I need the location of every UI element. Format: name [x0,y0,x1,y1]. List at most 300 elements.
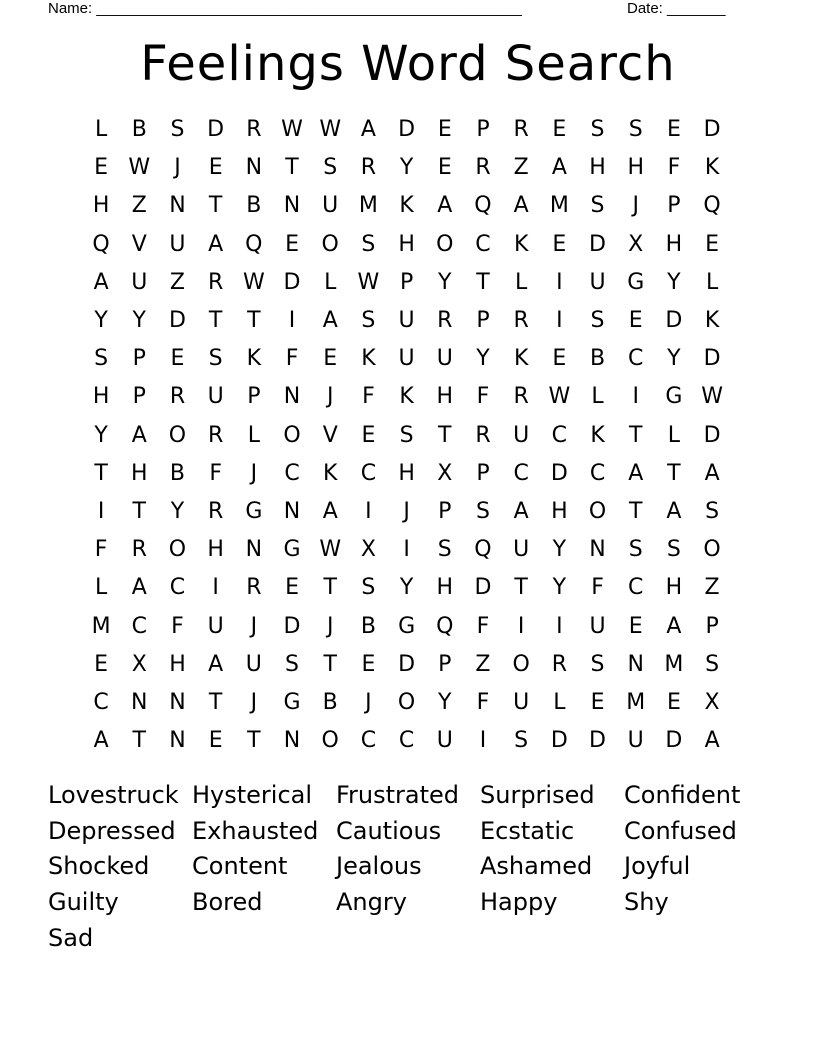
word-list-item: Cautious [336,816,442,845]
grid-letter: L [705,269,719,295]
grid-letter: X [131,651,147,677]
grid-letter: Q [436,613,454,639]
grid-letter: A [628,460,644,486]
grid-letter: H [207,537,224,563]
grid-letter: Y [476,346,490,372]
grid-letter: O [321,231,339,257]
word-list-item: Ashamed [480,852,593,881]
grid-letter: Z [475,651,491,677]
grid-letter: S [628,537,643,563]
grid-letter: D [398,651,416,677]
grid-letter: U [169,231,186,257]
grid-letter: G [627,269,645,295]
grid-letter: Q [474,537,492,563]
grid-letter: Y [552,537,567,563]
grid-letter: J [326,613,334,639]
grid-letter: D [283,269,301,295]
grid-letter: U [245,651,262,677]
grid-letter: R [513,384,529,410]
grid-letter: T [285,155,299,181]
grid-letter: G [245,498,263,524]
grid-letter: C [93,689,109,715]
grid-letter: F [476,613,490,639]
grid-letter: M [549,193,569,219]
grid-letter: Y [438,689,452,715]
grid-letter: H [92,193,110,219]
grid-letter: C [360,728,377,754]
grid-letter: N [245,537,263,563]
grid-letter: T [514,575,528,601]
grid-letter: D [665,728,683,754]
date-field [627,0,725,18]
grid-letter: F [591,575,604,601]
grid-letter: A [131,422,147,448]
grid-letter: R [246,575,262,601]
grid-letter: Q [474,193,492,219]
grid-letter: R [513,308,529,334]
grid-letter: X [437,460,453,486]
grid-letter: U [436,346,453,372]
grid-row [82,531,734,569]
grid-letter: D [398,117,416,143]
grid-letter: F [171,613,184,639]
grid-row [82,684,734,722]
grid-letter: U [513,689,530,715]
grid-letter: H [169,651,186,677]
grid-letter: E [323,346,338,372]
grid-letter: Y [170,498,185,524]
grid-letter: K [513,231,529,257]
grid-letter: E [94,155,109,181]
grid-letter: A [93,728,109,754]
grid-letter: B [169,460,186,486]
grid-letter: A [131,575,147,601]
grid-letter: C [551,422,568,448]
grid-letter: W [128,155,151,181]
grid-letter: L [247,422,260,448]
grid-letter: Y [552,575,567,601]
grid-letter: R [475,155,491,181]
grid-letter: K [323,460,338,486]
grid-letter: E [552,346,567,372]
grid-letter: C [169,575,186,601]
grid-letter: R [169,384,186,410]
grid-letter: S [590,193,605,219]
grid-row [82,226,734,264]
grid-letter: D [550,728,568,754]
grid-letter: B [589,346,606,372]
grid-letter: R [437,308,453,334]
grid-letter: A [704,460,720,486]
grid-letter: K [590,422,605,448]
grid-letter: F [285,346,299,372]
grid-letter: D [474,575,492,601]
grid-row [82,722,734,760]
grid-letter: E [94,651,109,677]
name-blank: ___________________________________________________ [96,0,522,17]
grid-letter: T [247,308,261,334]
word-list-item: Ecstatic [480,816,575,845]
word-list [48,778,768,956]
grid-letter: W [357,269,380,295]
grid-letter: I [365,498,372,524]
grid-letter: T [438,422,452,448]
grid-row [82,493,734,531]
grid-letter: A [322,498,338,524]
grid-letter: D [703,422,721,448]
grid-letter: R [208,269,224,295]
grid-letter: N [169,728,186,754]
grid-row [82,646,734,684]
grid-letter: E [628,308,643,334]
grid-letter: R [360,155,377,181]
word-list-item: Shocked [48,852,150,881]
grid-letter: P [705,613,719,639]
grid-letter: Y [94,308,108,334]
grid-row [82,340,734,378]
word-list-item: Surprised [480,781,595,809]
grid-letter: C [475,231,491,257]
grid-letter: S [475,498,490,524]
grid-letter: A [93,269,109,295]
grid-letter: E [552,231,567,257]
grid-letter: S [628,117,643,143]
grid-letter: E [552,117,567,143]
name-label: Name: [48,0,93,17]
grid-letter: L [94,575,108,601]
grid-letter: L [553,689,566,715]
grid-letter: E [208,155,223,181]
grid-letter: K [246,346,262,372]
grid-letter: A [208,651,224,677]
grid-letter: T [132,728,146,754]
grid-letter: S [514,728,529,754]
grid-letter: L [515,269,528,295]
grid-letter: E [285,231,299,257]
grid-letter: Y [132,308,146,334]
grid-letter: P [476,308,490,334]
grid-letter: S [361,575,376,601]
grid-letter: U [627,728,644,754]
grid-letter: G [283,689,301,715]
grid-letter: O [588,498,607,524]
grid-letter: S [94,346,109,372]
grid-row [82,569,734,607]
grid-letter: U [398,308,415,334]
grid-letter: I [556,613,563,639]
grid-letter: T [628,498,643,524]
grid-letter: Z [131,193,147,219]
grid-letter: U [322,193,339,219]
grid-letter: S [590,651,605,677]
grid-letter: L [324,269,337,295]
grid-row [82,187,734,225]
grid-letter: H [131,460,148,486]
grid-letter: M [91,613,111,639]
grid-letter: J [365,689,372,715]
grid-letter: P [438,498,452,524]
grid-letter: Y [94,422,108,448]
grid-letter: S [285,651,300,677]
grid-letter: E [208,728,223,754]
grid-letter: H [665,575,683,601]
grid-letter: O [283,422,301,448]
grid-letter: C [513,460,529,486]
grid-letter: T [208,689,223,715]
grid-letter: J [250,613,258,639]
grid-letter: L [667,422,681,448]
grid-letter: U [513,422,530,448]
word-list-item: Angry [336,888,407,917]
letter-grid [82,111,734,760]
grid-letter: F [476,689,490,715]
grid-letter: E [666,117,681,143]
grid-letter: E [590,689,605,715]
grid-letter: A [513,498,529,524]
word-list-item: Frustrated [336,781,460,809]
grid-letter: D [665,308,683,334]
grid-letter: S [208,346,223,372]
grid-letter: T [667,460,681,486]
grid-letter: E [666,689,681,715]
grid-letter: O [397,689,416,715]
word-list-item: Joyful [624,852,691,881]
grid-letter: T [208,193,223,219]
grid-letter: J [632,193,639,219]
grid-letter: D [703,346,721,372]
grid-letter: L [94,117,108,143]
grid-letter: Z [704,575,720,601]
word-list-item: Sad [48,923,94,952]
grid-letter: Y [667,346,681,372]
grid-letter: C [628,346,644,372]
grid-letter: S [361,231,376,257]
grid-letter: N [131,689,148,715]
grid-letter: P [476,117,490,143]
word-list-item: Guilty [48,888,119,917]
grid-letter: H [398,460,415,486]
grid-letter: S [399,422,414,448]
grid-letter: O [168,422,187,448]
grid-letter: R [551,651,567,677]
grid-letter: S [170,117,185,143]
grid-letter: R [131,537,147,563]
grid-row [82,302,734,340]
grid-letter: W [281,117,303,143]
grid-letter: H [627,155,644,181]
grid-letter: I [403,537,410,563]
grid-letter: Y [438,269,452,295]
grid-letter: H [436,384,454,410]
word-list-item: Exhausted [192,816,319,845]
grid-letter: U [131,269,148,295]
grid-letter: E [170,346,185,372]
grid-letter: C [131,613,147,639]
grid-letter: J [326,384,334,410]
grid-letter: N [589,537,606,563]
grid-letter: M [664,651,684,677]
grid-letter: T [323,575,337,601]
grid-letter: B [246,193,262,219]
grid-letter: G [665,384,683,410]
grid-letter: P [438,651,452,677]
grid-letter: C [628,575,644,601]
grid-letter: T [476,269,490,295]
grid-letter: W [319,117,342,143]
grid-letter: N [283,384,301,410]
word-list-item: Depressed [48,816,176,845]
grid-letter: M [626,689,646,715]
grid-letter: T [323,651,337,677]
grid-letter: U [589,613,606,639]
word-list-item: Confident [624,781,741,809]
grid-letter: N [283,193,301,219]
grid-letter: C [398,728,415,754]
grid-letter: Q [703,193,721,219]
grid-letter: X [628,231,644,257]
word-list-item: Content [192,852,288,881]
date-blank: _______ [667,0,726,17]
grid-letter: T [628,422,643,448]
grid-letter: C [589,460,606,486]
grid-letter: R [208,498,224,524]
grid-letter: S [590,308,605,334]
grid-letter: I [288,308,296,334]
grid-letter: K [399,384,414,410]
grid-letter: E [437,155,452,181]
grid-letter: S [361,308,376,334]
grid-row [82,455,734,493]
word-list-item: Lovestruck [48,781,179,809]
grid-letter: M [358,193,378,219]
grid-letter: D [589,728,606,754]
word-list-item: Confused [624,816,737,845]
grid-letter: F [667,155,681,181]
grid-letter: E [628,613,643,639]
grid-letter: I [517,613,525,639]
grid-letter: F [94,537,108,563]
word-list-item: Bored [192,888,263,917]
grid-letter: T [247,728,261,754]
grid-letter: F [362,384,375,410]
grid-letter: I [556,308,563,334]
grid-letter: P [667,193,681,219]
grid-letter: H [436,575,454,601]
grid-letter: D [589,231,606,257]
grid-letter: X [704,689,720,715]
grid-letter: J [250,689,258,715]
grid-row [82,111,734,149]
grid-row [82,378,734,416]
grid-letter: E [361,422,376,448]
word-list-item: Happy [480,888,558,917]
grid-letter: J [250,460,258,486]
grid-letter: P [476,460,490,486]
grid-letter: L [591,384,604,410]
grid-letter: O [512,651,530,677]
word-list-item: Jealous [336,852,422,881]
grid-letter: O [436,231,454,257]
grid-letter: S [666,537,681,563]
grid-letter: I [632,384,639,410]
grid-letter: H [551,498,568,524]
grid-row [82,417,734,455]
date-label: Date: [627,0,663,17]
grid-letter: Z [169,269,185,295]
grid-letter: V [322,422,338,448]
grid-letter: E [437,117,452,143]
grid-letter: E [285,575,299,601]
grid-letter: W [701,384,723,410]
name-field [48,0,522,18]
grid-letter: A [437,193,453,219]
word-list-item: Hysterical [192,781,313,809]
grid-letter: F [209,460,222,486]
grid-letter: O [703,537,721,563]
grid-letter: H [589,155,606,181]
grid-row [82,607,734,645]
grid-letter: A [551,155,567,181]
grid-letter: E [705,231,720,257]
grid-letter: U [207,613,224,639]
grid-letter: O [321,728,339,754]
grid-letter: B [322,689,338,715]
grid-letter: W [242,269,265,295]
grid-letter: I [97,498,105,524]
page-title: Feelings Word Search [140,36,676,92]
grid-letter: U [589,269,606,295]
grid-letter: Q [92,231,110,257]
grid-row [82,264,734,302]
grid-letter: J [403,498,410,524]
grid-letter: A [360,117,376,143]
grid-letter: S [437,537,452,563]
grid-letter: A [513,193,529,219]
grid-letter: H [398,231,415,257]
grid-letter: K [513,346,529,372]
grid-letter: U [398,346,415,372]
grid-letter: C [360,460,377,486]
grid-letter: O [168,537,187,563]
grid-letter: X [360,537,376,563]
grid-letter: K [361,346,376,372]
grid-letter: U [207,384,224,410]
grid-letter: I [479,728,487,754]
grid-letter: N [627,651,644,677]
grid-letter: N [283,728,301,754]
grid-letter: S [590,117,605,143]
grid-letter: A [322,308,338,334]
grid-letter: B [360,613,376,639]
grid-letter: D [207,117,225,143]
grid-letter: P [247,384,261,410]
grid-letter: H [92,384,110,410]
grid-letter: D [283,613,301,639]
grid-letter: D [550,460,568,486]
grid-letter: H [665,231,683,257]
grid-letter: V [131,231,147,257]
grid-letter: S [323,155,338,181]
grid-letter: T [94,460,108,486]
grid-letter: F [476,384,490,410]
grid-letter: T [132,498,146,524]
grid-letter: Y [399,155,414,181]
grid-letter: W [548,384,571,410]
grid-letter: N [169,193,186,219]
grid-letter: T [208,308,223,334]
grid-letter: K [704,155,720,181]
grid-letter: C [284,460,300,486]
